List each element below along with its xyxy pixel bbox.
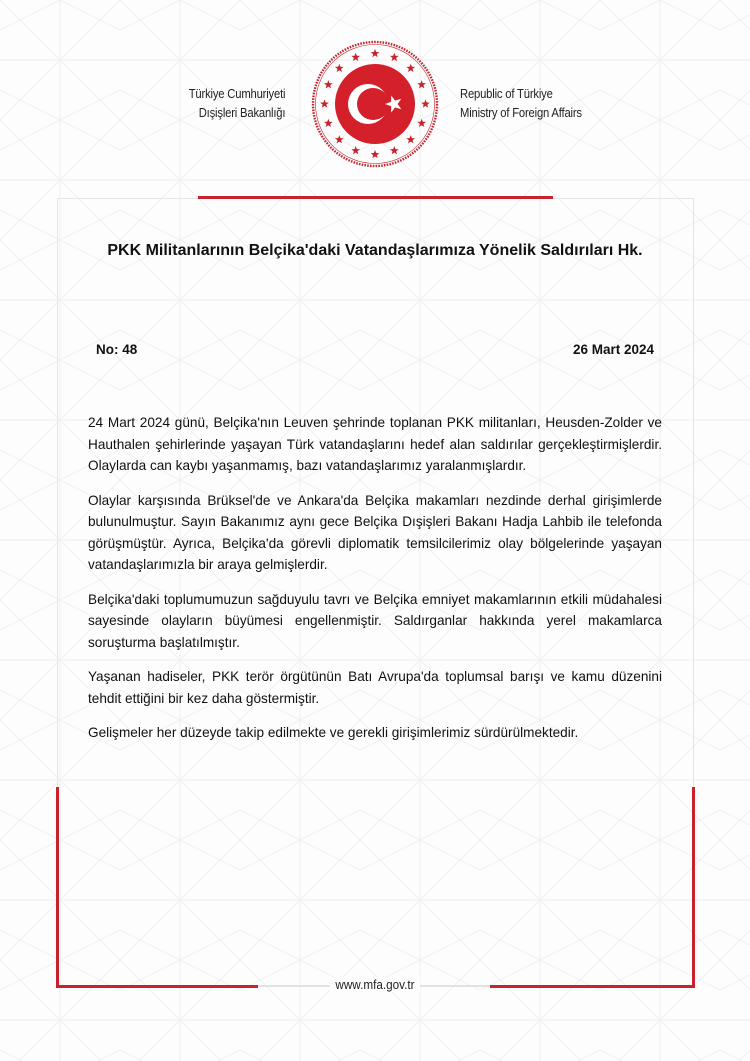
document-date: 26 Mart 2024 — [572, 342, 654, 357]
paragraph: Gelişmeler her düzeyde takip edilmekte ve gerekli girişimlerimiz sürdürülmektedir. — [88, 725, 579, 740]
document-number: No: 48 — [96, 342, 138, 357]
paragraph: Olaylar karşısında Brüksel'de ve Ankara'da Belçika makamları nezdinde derhal girişimlerde bulunulmuştur. Sayın Bakanımız aynı gece Belçika Dışişleri Bakanı Hadja Lahbib ile telefonda görüşmüştür. Ayrıca, Belçika'da görevli diplomatik temsilcilerimiz olay bölgelerinde yaşayan vatandaşlarımızla bir araya gelmişlerdir. — [88, 492, 662, 572]
paragraph: Yaşanan hadiseler, PKK terör örgütünün Batı Avrupa'da toplumsal barışı ve kamu düzenini tehdit ettiğini bir kez daha göstermiştir. — [88, 669, 662, 706]
seal-star-icon — [390, 53, 399, 61]
paragraph: Belçika'daki toplumumuzun sağduyulu tavrı ve Belçika emniyet makamlarının etkili müdahalesi sayesinde olayların büyümesi engellenmiştir. Saldırganlar hakkında yerel makamlarca soruşturma başlatılmıştır. — [88, 591, 662, 650]
header-right-ministry-name — [460, 85, 582, 123]
mfa-seal-icon — [310, 39, 440, 169]
seal-star-icon — [406, 64, 415, 72]
seal-star-icon — [417, 80, 426, 88]
top-red-rule — [198, 196, 553, 199]
seal-star-icon — [351, 53, 360, 61]
seal-star-icon — [335, 135, 344, 143]
paragraph: 24 Mart 2024 günü, Belçika'nın Leuven şehrinde toplanan PKK militanları, Heusden-Zolder ve Hauthalen şehirlerinde yaşayan Türk vatandaşlarını hedef alan saldırılar gerçekleştirmişlerdir. Olaylarda can kaybı yaşanmamış, bazı vatandaşlarımız yaralanmışlardır. — [88, 415, 662, 473]
seal-star-icon — [335, 64, 344, 72]
document-body — [88, 412, 662, 757]
seal-star-icon — [324, 80, 333, 88]
seal-star-icon — [371, 49, 380, 57]
footer — [0, 976, 750, 994]
header-right-line2: Ministry of Foreign Affairs — [460, 106, 582, 120]
seal-star-icon — [320, 99, 329, 107]
header-right-line1: Republic of Türkiye — [460, 87, 553, 101]
seal-star-icon — [417, 119, 426, 127]
header-left-line2: Dışişleri Bakanlığı — [198, 106, 285, 120]
seal-star-icon — [406, 135, 415, 143]
seal-star-icon — [421, 99, 430, 107]
seal-star-icon — [351, 146, 360, 154]
seal-star-icon — [324, 119, 333, 127]
website-link[interactable]: www.mfa.gov.tr — [330, 977, 420, 992]
document-title: PKK Militanlarının Belçika'daki Vatandaşlarımıza Yönelik Saldırıları Hk. — [107, 242, 643, 259]
header-left-line1: Türkiye Cumhuriyeti — [188, 87, 285, 101]
seal-star-icon — [371, 150, 380, 158]
right-red-rule — [692, 787, 695, 988]
seal-star-icon — [390, 146, 399, 154]
left-red-rule — [56, 787, 59, 988]
header-left-ministry-name — [188, 85, 285, 123]
